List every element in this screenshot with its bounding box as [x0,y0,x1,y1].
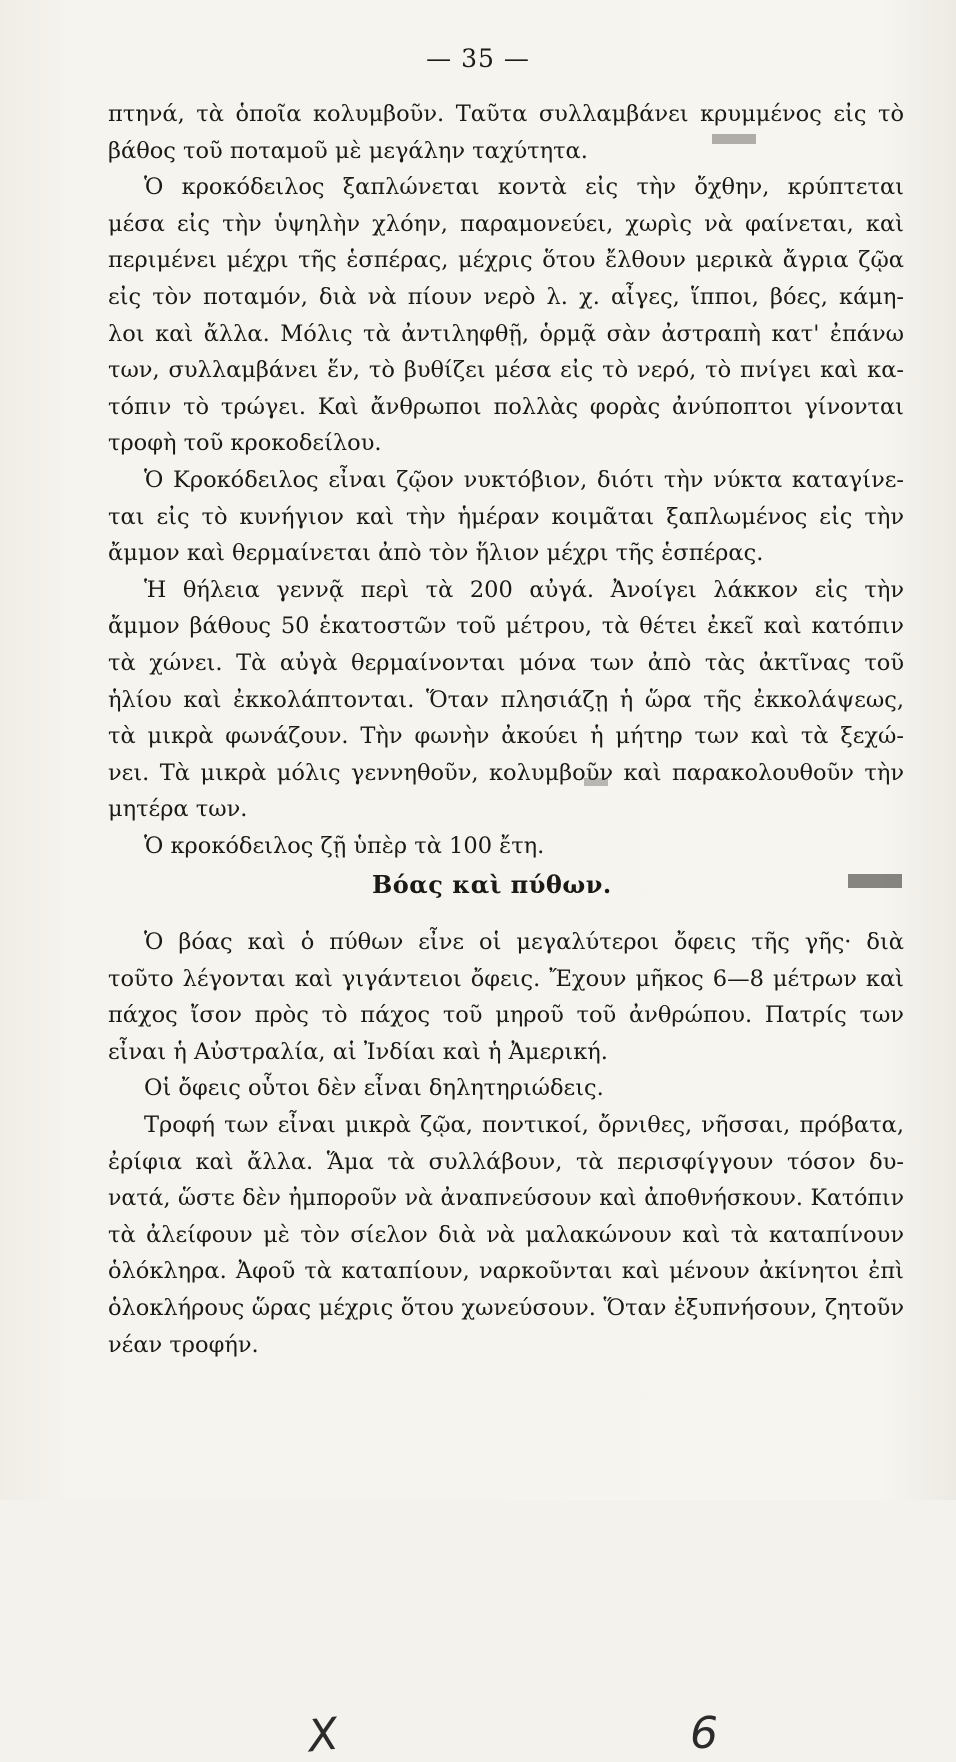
handwritten-number-mark: 6 [690,1708,718,1759]
text-line: ται εἰς τὸ κυνήγιον καὶ τὴν ἡμέραν κοιμᾶται ξαπλωμένος εἰς τὴν [108,503,904,530]
text-line: των, συλλαμβάνει ἕν, τὸ βυθίζει μέσα εἰς τὸ νερό, τὸ πνίγει καὶ κα- [108,357,904,384]
text-line: ὁλοκλήρους ὥρας μέχρις ὅτου χωνεύσουν. Ὅταν ἐξυπνήσουν, ζητοῦν [108,1294,904,1321]
text-line: ἡλίου καὶ ἐκκολάπτονται. Ὅταν πλησιάζῃ ἡ ὥρα τῆς ἐκκολάψεως, [108,686,904,713]
text-line: ἄμμον βάθους 50 ἑκατοστῶν τοῦ μέτρου, τὰ θέτει ἐκεῖ καὶ κατόπιν [108,613,904,640]
text-line: εἰς τὸν ποταμόν, διὰ νὰ πίουν νερὸ λ. χ. αἶγες, ἵπποι, βόες, κάμη- [108,283,904,310]
ink-smudge [848,874,902,888]
text-line: μητέρα των. [108,796,248,823]
text-line: τὰ μικρὰ φωνάζουν. Τὴν φωνὴν ἀκούει ἡ μήτηρ των καὶ τὰ ξεχώ- [108,723,904,750]
text-line: βάθος τοῦ ποταμοῦ μὲ μεγάλην ταχύτητα. [108,137,588,164]
section-heading: Βόας καὶ πύθων. [372,870,612,899]
text-line: Ἡ θήλεια γεννᾷ περὶ τὰ 200 αὐγά. Ἀνοίγει λάκκον εἰς τὴν [144,576,904,603]
text-line: νατά, ὥστε δὲν ἠμποροῦν νὰ ἀναπνεύσουν καὶ ἀποθνήσκουν. Κατόπιν [108,1185,904,1212]
boa-python-text [108,924,904,1363]
ink-smudge [584,778,608,786]
text-line: πάχος ἴσον πρὸς τὸ πάχος τοῦ μηροῦ τοῦ ἀνθρώπου. Πατρίς των [108,1002,904,1029]
ink-smudge [712,134,756,144]
text-line: τὰ ἀλείφουν μὲ τὸν σίελον διὰ νὰ μαλακώνουν καὶ τὰ καταπίνουν [108,1221,904,1248]
text-line: ἐρίφια καὶ ἄλλα. Ἅμα τὰ συλλάβουν, τὰ περισφίγγουν τόσον δυ- [108,1148,904,1175]
text-line: περιμένει μέχρι τῆς ἑσπέρας, μέχρις ὅτου ἔλθουν μερικὰ ἄγρια ζῷα [108,247,904,274]
text-line: μέσα εἰς τὴν ὑψηλὴν χλόην, παραμονεύει, χωρὶς νὰ φαίνεται, καὶ [108,210,904,237]
text-line: Τροφή των εἶναι μικρὰ ζῷα, ποντικοί, ὄρνιθες, νῆσσαι, πρόβατα, [144,1111,904,1138]
page-number: — 35 — [426,44,530,73]
text-line: τροφὴ τοῦ κροκοδείλου. [108,430,382,457]
text-line: τόπιν τὸ τρώγει. Καὶ ἄνθρωποι πολλὰς φορὰς ἀνύποπτοι γίνονται [108,393,904,420]
text-line: τοῦτο λέγονται καὶ γιγάντειοι ὄφεις. Ἔχουν μῆκος 6—8 μέτρων καὶ [108,965,904,992]
text-line: Ὁ Κροκόδειλος εἶναι ζῷον νυκτόβιον, διότι τὴν νύκτα καταγίνε- [144,466,904,493]
text-line: Οἱ ὄφεις οὗτοι δὲν εἶναι δηλητηριώδεις. [144,1075,604,1102]
text-line: νει. Τὰ μικρὰ μόλις γεννηθοῦν, κολυμβοῦν καὶ παρακολουθοῦν τὴν [108,759,904,786]
text-line: ὁλόκληρα. Ἀφοῦ τὰ καταπίουν, ναρκοῦνται καὶ μένουν ἀκίνητοι ἐπὶ [108,1258,904,1285]
crocodile-text [108,96,904,864]
text-line: Ὁ κροκόδειλος ξαπλώνεται κοντὰ εἰς τὴν ὄχθην, κρύπτεται [144,174,904,201]
text-line: εἶναι ἡ Αὐστραλία, αἱ Ἰνδίαι καὶ ἡ Ἀμερική. [108,1038,608,1065]
text-line: Ὁ βόας καὶ ὁ πύθων εἶνε οἱ μεγαλύτεροι ὄφεις τῆς γῆς· διὰ [144,929,904,955]
text-line: πτηνά, τὰ ὁποῖα κολυμβοῦν. Ταῦτα συλλαμβάνει κρυμμένος εἰς τὸ [108,101,904,127]
text-line: τὰ χώνει. Τὰ αὐγὰ θερμαίνονται μόνα των ἀπὸ τὰς ἀκτῖνας τοῦ [108,649,904,676]
text-line: λοι καὶ ἄλλα. Μόλις τὰ ἀντιληφθῇ, ὁρμᾷ σὰν ἀστραπὴ κατ' ἐπάνω [108,320,904,347]
handwritten-x-mark: X [305,1708,341,1762]
text-line: Ὁ κροκόδειλος ζῇ ὑπὲρ τὰ 100 ἔτη. [144,832,545,859]
text-line: ἄμμον καὶ θερμαίνεται ἀπὸ τὸν ἥλιον μέχρι τῆς ἑσπέρας. [108,540,764,567]
text-line: νέαν τροφήν. [108,1331,259,1358]
